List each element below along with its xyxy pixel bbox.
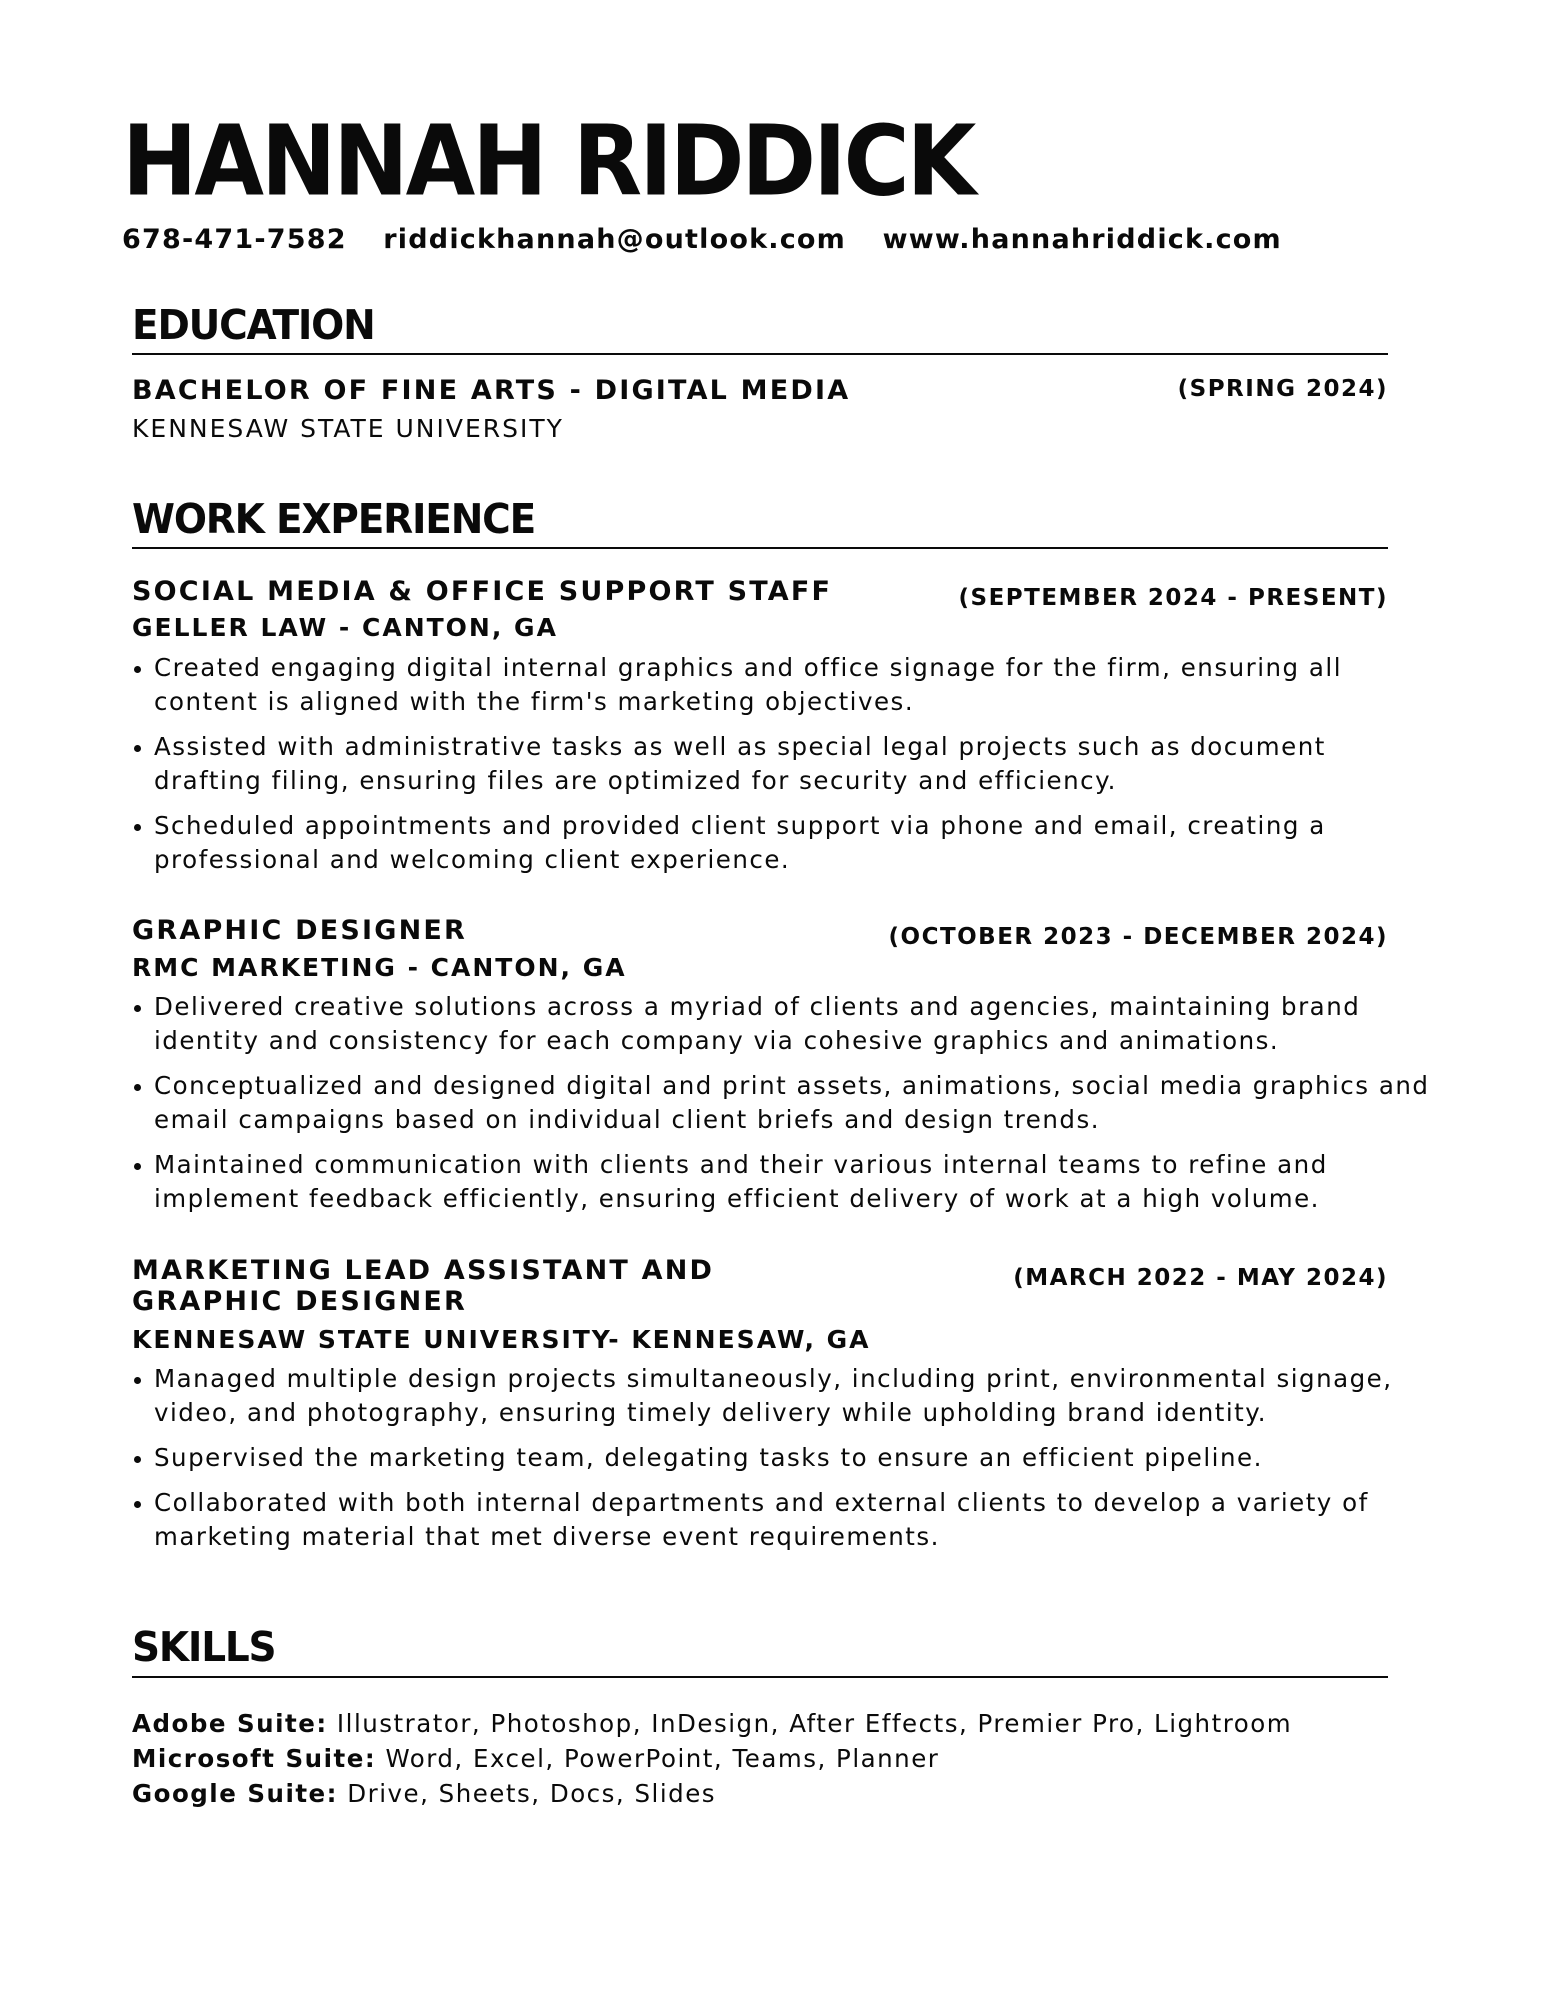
education-divider [132,353,1388,355]
list-item: Created engaging digital internal graphics and office signage for the firm, ensuring all content is aligned with the firm's marketing objectives. [132,651,1432,719]
list-item: Managed multiple design projects simultaneously, including print, environmental signage, video, and photography, ensuring timely delivery while upholding brand identity. [132,1362,1432,1430]
list-item: Assisted with administrative tasks as well as special legal projects such as document drafting filing, ensuring files are optimized for security and efficiency. [132,730,1432,798]
job-title: MARKETING LEAD ASSISTANT AND [132,1255,715,1286]
skill-label: Microsoft Suite: [132,1744,377,1773]
skill-value: Drive, Sheets, Docs, Slides [347,1779,717,1808]
phone-number: 678-471-7582 [122,224,347,255]
skill-label: Google Suite: [132,1779,338,1808]
list-item: Maintained communication with clients and their various internal teams to refine and implement feedback efficiently, ensuring efficient delivery of work at a high volume. [132,1148,1432,1216]
list-item: Supervised the marketing team, delegating tasks to ensure an efficient pipeline. [132,1441,1432,1475]
skill-label: Adobe Suite: [132,1709,328,1738]
list-item: Scheduled appointments and provided client support via phone and email, creating a professional and welcoming client experience. [132,809,1432,877]
list-item: Conceptualized and designed digital and print assets, animations, social media graphics and email campaigns based on individual client briefs and design trends. [132,1069,1432,1137]
degree-title: BACHELOR OF FINE ARTS - DIGITAL MEDIA [132,375,851,406]
school-name: KENNESAW STATE UNIVERSITY [132,414,564,443]
job-bullets [132,651,1432,888]
job-company: KENNESAW STATE UNIVERSITY- KENNESAW, GA [132,1325,871,1354]
work-experience-heading: WORK EXPERIENCE [132,495,536,544]
contact-line [122,224,1300,255]
skills-list [132,1706,1292,1811]
degree-date: (SPRING 2024) [1177,376,1388,402]
website-url: www.hannahriddick.com [882,224,1282,255]
job-bullets [132,1362,1432,1565]
job-date: (SEPTEMBER 2024 - PRESENT) [958,585,1388,611]
list-item: Collaborated with both internal departments and external clients to develop a variety of marketing material that met diverse event requirements. [132,1486,1432,1554]
list-item: Delivered creative solutions across a myriad of clients and agencies, maintaining brand identity and consistency for each company via cohesive graphics and animations. [132,990,1432,1058]
skills-divider [132,1676,1388,1678]
job-bullets [132,990,1432,1227]
skill-row [132,1776,1292,1811]
skill-value: Word, Excel, PowerPoint, Teams, Planner [385,1744,940,1773]
candidate-name: HANNAH RIDDICK [122,104,974,219]
job-date: (OCTOBER 2023 - DECEMBER 2024) [888,924,1388,950]
work-experience-divider [132,547,1388,549]
skill-value: Illustrator, Photoshop, InDesign, After Effects, Premier Pro, Lightroom [336,1709,1293,1738]
job-title: SOCIAL MEDIA & OFFICE SUPPORT STAFF [132,576,833,607]
job-date: (MARCH 2022 - MAY 2024) [1013,1265,1388,1291]
skill-row [132,1706,1292,1741]
job-title: GRAPHIC DESIGNER [132,1286,468,1317]
skills-heading: SKILLS [132,1623,276,1672]
job-company: GELLER LAW - CANTON, GA [132,613,558,642]
job-title: GRAPHIC DESIGNER [132,915,468,946]
job-company: RMC MARKETING - CANTON, GA [132,953,627,982]
email-address: riddickhannah@outlook.com [383,224,846,255]
skill-row [132,1741,1292,1776]
education-heading: EDUCATION [132,301,375,350]
